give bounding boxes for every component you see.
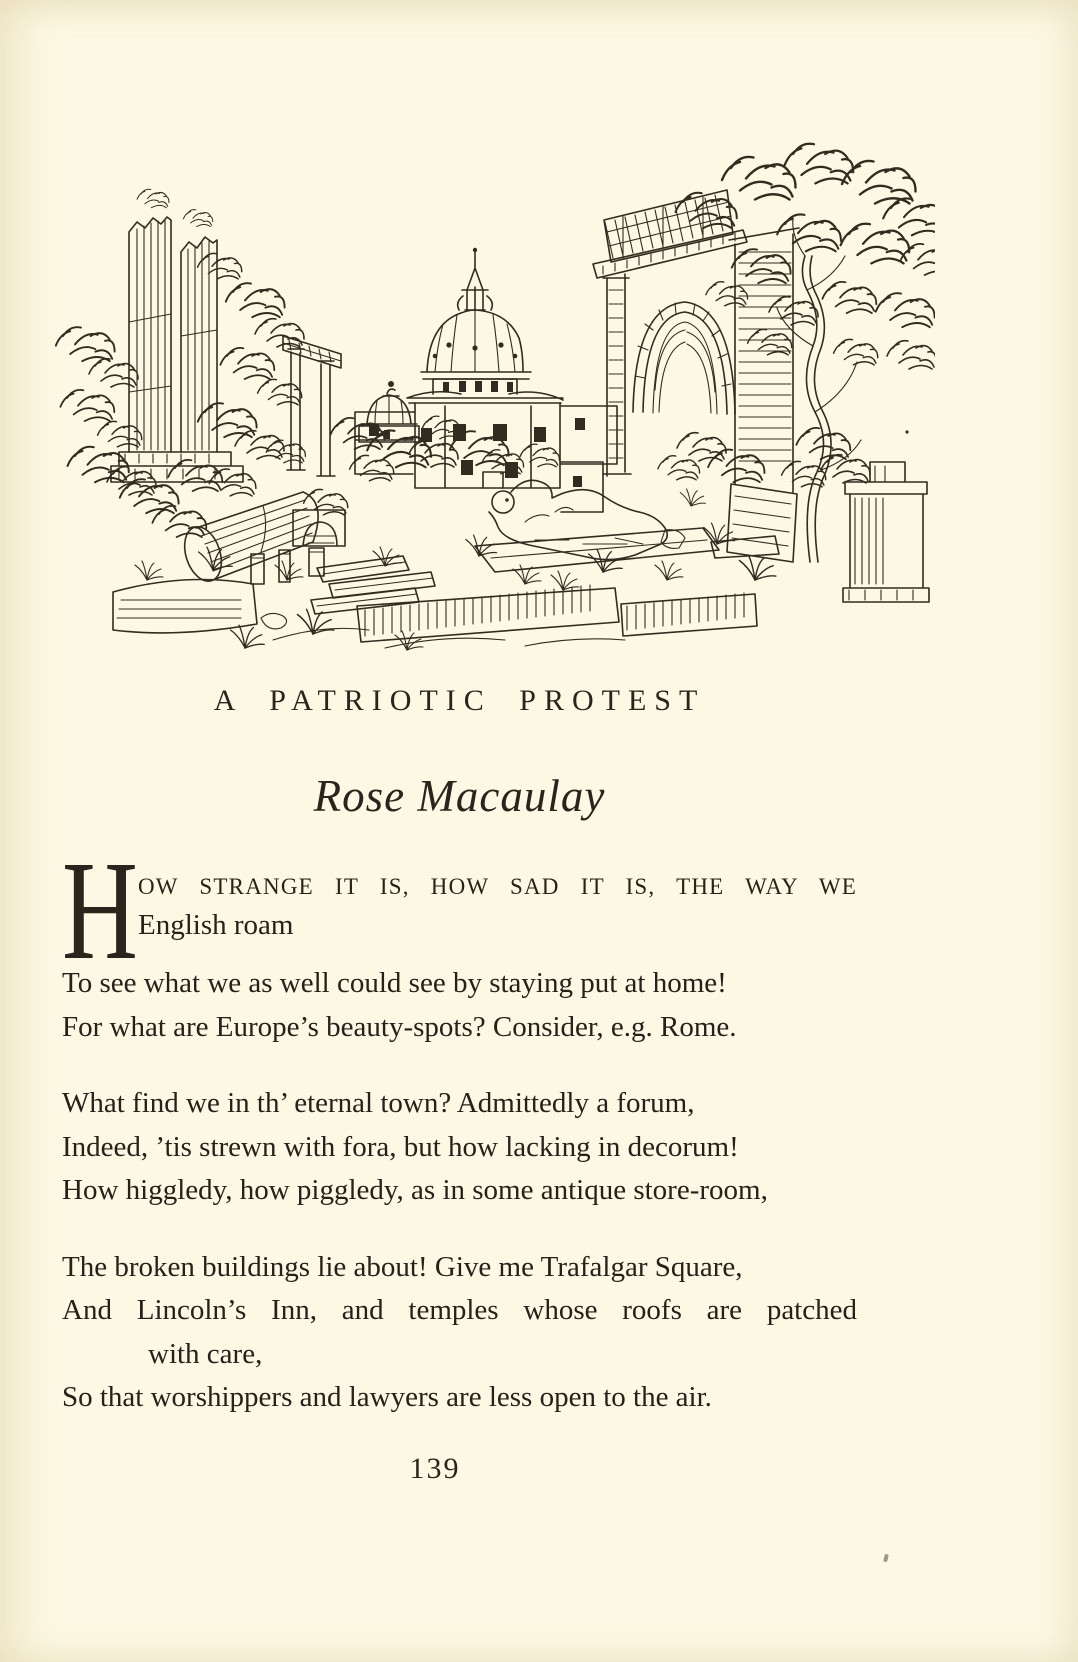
poem-line: For what are Europe’s beauty-spots? Consider, e.g. Rome.	[62, 1010, 737, 1043]
poem-line: What find we in th’ eternal town? Admittedly a forum,	[62, 1087, 695, 1119]
foreground-ground	[113, 580, 757, 649]
ink-speck	[905, 430, 908, 433]
tree	[676, 144, 936, 562]
poem-line: OW STRANGE IT IS, HOW SAD IT IS, THE WAY WE	[138, 874, 857, 899]
poem-line: To see what we as well could see by staying put at home!	[62, 967, 727, 999]
poem-line-continuation: with care,	[148, 1337, 263, 1370]
stanza-3	[62, 1246, 857, 1420]
fallen-statue	[475, 480, 779, 572]
stanza-2	[62, 1082, 857, 1213]
pedestal	[782, 428, 929, 602]
poem-line: And Lincoln’s Inn, and temples whose roofs are patched	[62, 1294, 857, 1326]
fallen-column-drum	[178, 492, 318, 586]
triumphal-arch	[593, 190, 799, 562]
poem-line: The broken buildings lie about! Give me Trafalgar Square,	[62, 1250, 743, 1283]
broken-columns-left	[111, 217, 243, 482]
drop-cap: H	[62, 831, 138, 989]
poem-line: English roam	[138, 909, 294, 941]
poem-body	[62, 831, 857, 1420]
poem-author: Rose Macaulay	[313, 771, 606, 821]
stanza-1	[62, 831, 857, 1049]
poem-line: Indeed, ’tis strewn with fora, but how lacking in decorum!	[62, 1130, 739, 1163]
scan-speck	[883, 1554, 889, 1563]
poem-title: A PATRIOTIC PROTEST	[213, 684, 706, 717]
poem-line: How higgledy, how piggledy, as in some antique store-room,	[62, 1174, 768, 1206]
ruins-engraving-illustration	[55, 140, 935, 660]
page-number: 139	[409, 1452, 461, 1485]
poem-line: So that worshippers and lawyers are less open to the air.	[62, 1381, 712, 1413]
